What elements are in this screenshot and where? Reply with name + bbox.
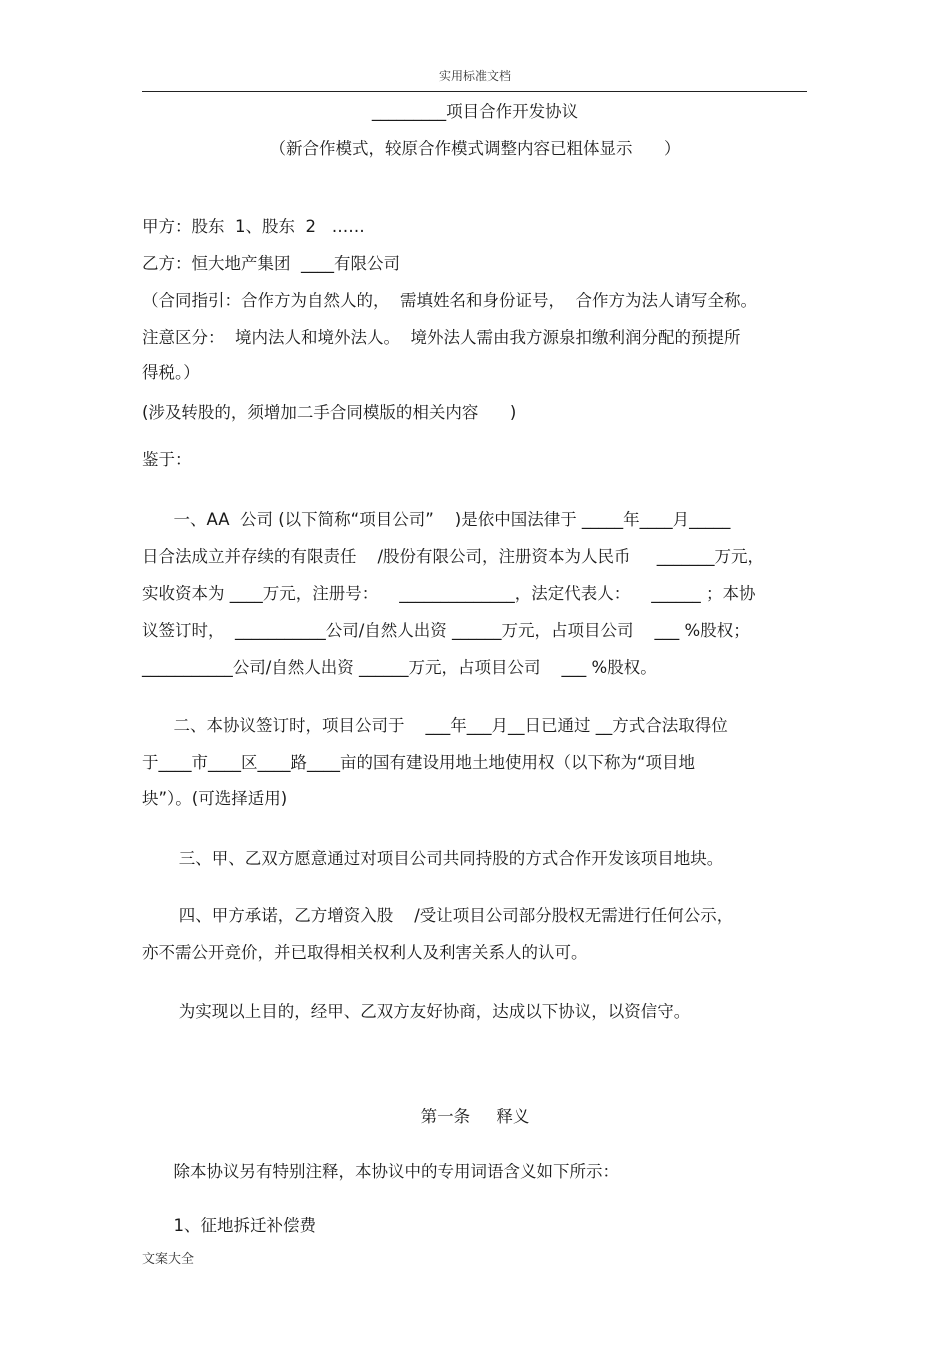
clause-4-line: 亦不需公开竞价，并已取得相关权利人及利害关系人的认可。 [142, 943, 588, 962]
party-b-line: 乙方：恒大地产集团 ____有限公司 [142, 254, 400, 273]
header-divider [142, 91, 807, 92]
share-transfer-note: (涉及转股的，须增加二手合同模版的相关内容 ) [142, 403, 517, 422]
clause-2-line: 于____市____区____路____亩的国有建设用地土地使用权（以下称为“项目地 [142, 753, 696, 772]
clause-1-line: 实收资本为 ____万元，注册号： ______________，法定代表人： ______ ；本协 [142, 584, 756, 603]
contract-guide-line-1: （合同指引：合作方为自然人的， 需填姓名和身份证号， 合作方为法人请写全称。 [142, 291, 757, 310]
clause-2-line: 二、本协议签订时，项目公司于 ___年___月__日已通过 __方式合法取得位 [142, 716, 728, 735]
document-subtitle: （新合作模式，较原合作模式调整内容已粗体显示 ） [269, 139, 681, 158]
clause-1-line: 议签订时， ___________公司/自然人出资 ______万元，占项目公司 ___ %股权； [142, 621, 750, 640]
article-1-intro: 除本协议另有特别注释，本协议中的专用词语含义如下所示： [142, 1162, 619, 1181]
clause-1-line: ___________公司/自然人出资 ______万元，占项目公司 ___ %股权。 [142, 658, 657, 677]
article-1-item-1: 1、征地拆迁补偿费 [142, 1216, 316, 1235]
whereas-heading: 鉴于： [142, 450, 192, 469]
clause-3-line: 三、甲、乙双方愿意通过对项目公司共同持股的方式合作开发该项目地块。 [142, 849, 724, 868]
page-footer-label: 文案大全 [142, 1252, 195, 1267]
purpose-line: 为实现以上目的，经甲、乙双方友好协商，达成以下协议，以资信守。 [142, 1002, 691, 1021]
page-header-label: 实用标准文档 [438, 69, 511, 83]
clause-2-line: 块”）。(可选择适用) [142, 789, 288, 808]
clause-1-line: 一、AA 公司 (以下简称“项目公司” )是依中国法律于 _____年____月_____ [142, 510, 731, 529]
contract-guide-line-2: 注意区分： 境内法人和境外法人。 境外法人需由我方源泉扣缴利润分配的预提所 [142, 328, 741, 347]
contract-guide-line-3: 得税。） [142, 363, 200, 382]
document-title: _________项目合作开发协议 [371, 102, 579, 121]
party-a-line: 甲方：股东 1、股东 2 …… [142, 217, 365, 236]
article-1-heading: 第一条 释义 [420, 1107, 530, 1126]
clause-1-line: 日合法成立并存续的有限责任 /股份有限公司，注册资本为人民币 _______万元， [142, 547, 765, 566]
clause-4-line: 四、甲方承诺，乙方增资入股 /受让项目公司部分股权无需进行任何公示， [142, 906, 734, 925]
